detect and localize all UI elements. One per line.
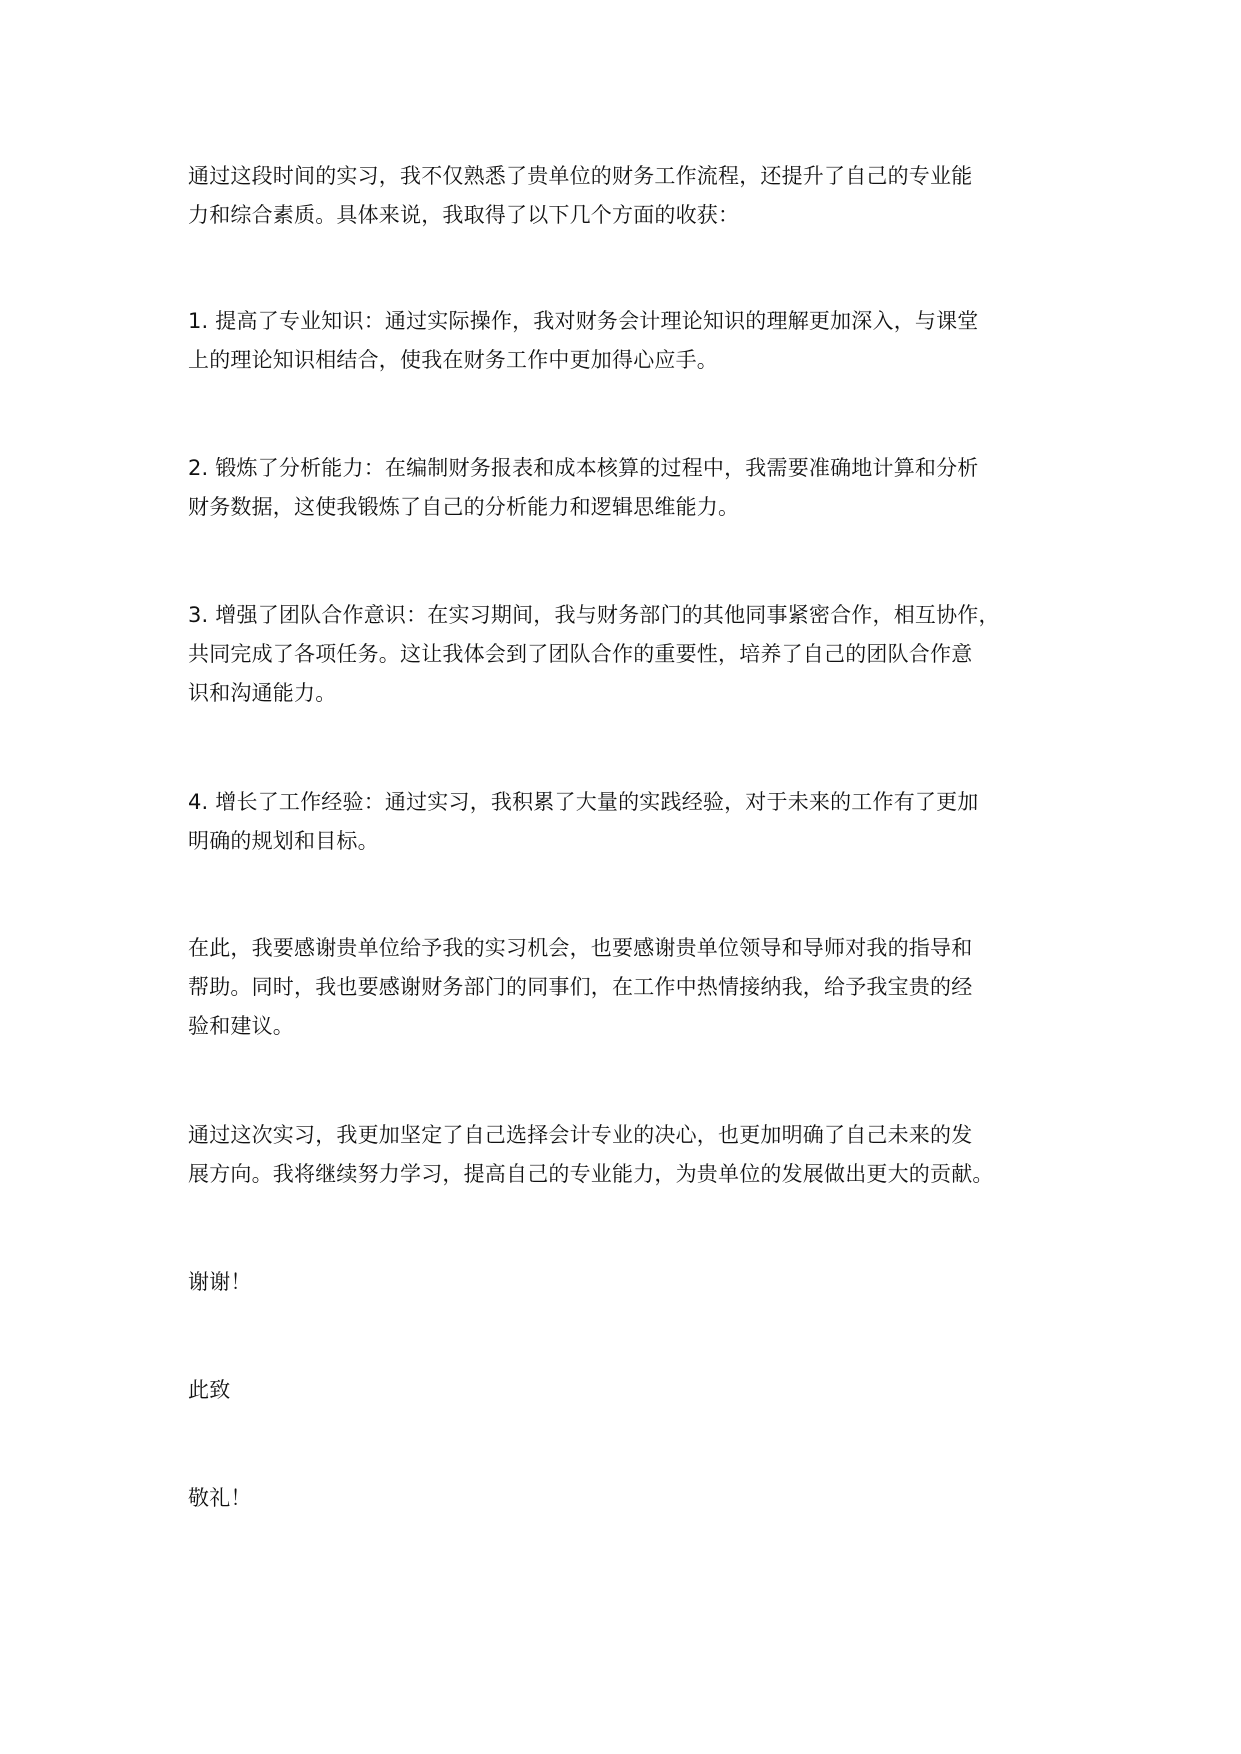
text-line: 帮助。同时，我也要感谢财务部门的同事们，在工作中热情接纳我，给予我宝贵的经 [188,975,973,999]
text-line: 展方向。我将继续努力学习，提高自己的专业能力，为贵单位的发展做出更大的贡献。 [188,1162,994,1186]
intro-paragraph [188,157,972,235]
gain-item-4 [188,783,979,861]
salutation-line [188,1371,230,1410]
text-line: 识和沟通能力。 [188,681,337,705]
text-line: 财务数据，这使我锻炼了自己的分析能力和逻辑思维能力。 [188,495,740,519]
text-line: 通过这次实习，我更加坚定了自己选择会计专业的决心，也更加明确了自己未来的发 [188,1123,973,1147]
text-line: 敬礼！ [188,1486,252,1510]
text-line: 共同完成了各项任务。这让我体会到了团队合作的重要性，培养了自己的团队合作意 [188,642,973,666]
text-line: 3. 增强了团队合作意识：在实习期间，我与财务部门的其他同事紧密合作，相互协作， [188,603,1000,627]
text-line: 谢谢！ [188,1270,252,1294]
text-line: 4. 增长了工作经验：通过实习，我积累了大量的实践经验，对于未来的工作有了更加 [188,790,979,814]
gain-item-3 [188,596,1000,713]
text-line: 1. 提高了专业知识：通过实际操作，我对财务会计理论知识的理解更加深入，与课堂 [188,309,979,333]
gain-item-2 [188,449,979,527]
thanks-paragraph [188,929,972,1046]
text-line: 通过这段时间的实习，我不仅熟悉了贵单位的财务工作流程，还提升了自己的专业能 [188,164,973,188]
gain-item-1 [188,302,979,380]
thank-you-line [188,1263,252,1302]
text-line: 在此，我要感谢贵单位给予我的实习机会，也要感谢贵单位领导和导师对我的指导和 [188,936,973,960]
text-line: 力和综合素质。具体来说，我取得了以下几个方面的收获： [188,203,740,227]
closing-paragraph [188,1116,994,1194]
text-line: 验和建议。 [188,1014,294,1038]
text-line: 此致 [188,1378,231,1402]
regards-line [188,1479,252,1518]
text-line: 2. 锻炼了分析能力：在编制财务报表和成本核算的过程中，我需要准确地计算和分析 [188,456,979,480]
text-line: 明确的规划和目标。 [188,829,379,853]
text-line: 上的理论知识相结合，使我在财务工作中更加得心应手。 [188,348,718,372]
